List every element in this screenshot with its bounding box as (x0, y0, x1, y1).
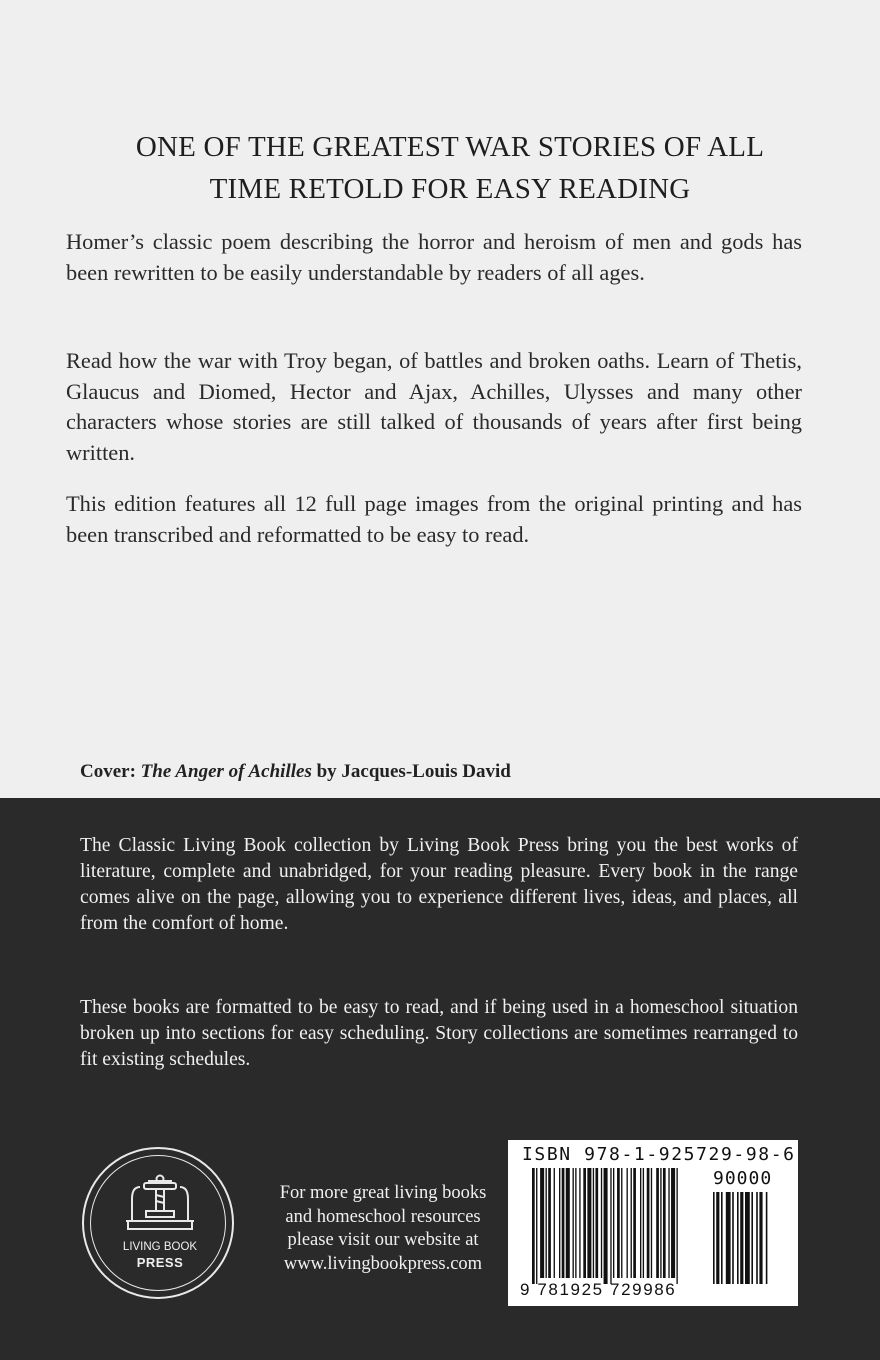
barcode-bar (575, 1168, 576, 1278)
barcode-bar (651, 1168, 652, 1278)
barcode-bar (759, 1192, 762, 1284)
book-press-icon (118, 1173, 202, 1237)
barcode-bar (562, 1168, 565, 1278)
barcode-bar (540, 1168, 544, 1278)
blurb-paragraph-3: This edition features all 12 full page images from the original printing and has been transcribed and reformatted to be easy to read. (66, 491, 802, 547)
price-addon: 90000 (713, 1168, 773, 1189)
barcode-bar (604, 1168, 608, 1284)
barcode-bar (633, 1168, 636, 1278)
barcode-bar (631, 1168, 632, 1278)
barcode-bar (601, 1168, 602, 1278)
website-url[interactable]: www.livingbookpress.com (283, 1253, 483, 1274)
isbn-barcode (508, 1140, 798, 1306)
barcode-bar (756, 1192, 758, 1284)
barcode-bar (726, 1192, 731, 1284)
website-note-line-3: please visit our website at (287, 1230, 479, 1250)
barcode-bar (566, 1168, 570, 1278)
cover-credit-prefix: Cover: (80, 761, 141, 782)
barcode-bar (559, 1168, 560, 1278)
barcode-bar (579, 1168, 580, 1278)
collection-paragraph-1: The Classic Living Book collection by Living Book Press bring you the best works of literature, complete and unabridged, for your reading pleasure. Every book in the range comes alive on the page, allowing you to experience different lives, ideas, and places, all from the comfort of home. (80, 835, 798, 934)
barcode-bar (613, 1168, 614, 1278)
barcode-bar (573, 1168, 574, 1278)
barcode-bar (663, 1168, 666, 1278)
barcode-bar (546, 1168, 547, 1278)
barcode-bar (617, 1168, 620, 1278)
barcode-bar (676, 1168, 677, 1284)
barcode-bar (647, 1168, 650, 1278)
cover-credit (80, 761, 511, 783)
barcode-bar (732, 1192, 734, 1284)
barcode-bar (621, 1168, 622, 1278)
barcode-bar (610, 1168, 611, 1284)
logo-text-living-book: LIVING BOOK (122, 1241, 198, 1253)
cover-credit-suffix: by Jacques-Louis David (311, 761, 511, 782)
blurb-paragraph-2: Read how the war with Troy began, of battles and broken oaths. Learn of Thetis, Glaucus and Diomed, Hector and Ajax, Achilles, Ulysses and many other characters whose stories are still talked of thousands of years after first being written. (66, 348, 802, 465)
barcode-bar (751, 1192, 753, 1284)
barcode-bar (660, 1168, 661, 1278)
ean-digits: 9 781925 729986 (520, 1280, 677, 1299)
barcode-bar (643, 1168, 644, 1278)
website-note (252, 1182, 514, 1276)
barcode-bar (536, 1168, 537, 1284)
barcode-bar (668, 1168, 669, 1278)
collection-paragraph-2: These books are formatted to be easy to read, and if being used in a homeschool situation broken up into sections for easy scheduling. Story collections are sometimes rearranged to fit existing schedules. (80, 997, 798, 1070)
barcode-bar (766, 1192, 768, 1284)
barcode-bar (532, 1168, 535, 1284)
barcode-bar (595, 1168, 598, 1278)
barcode-bar (745, 1192, 750, 1284)
isbn-label: ISBN 978-1-925729-98-6 (522, 1144, 796, 1165)
barcode-bar (593, 1168, 594, 1278)
barcode-bar (554, 1168, 555, 1278)
barcode-bar (740, 1192, 743, 1284)
barcode-bar (721, 1192, 723, 1284)
blurb-paragraph-1: Homer’s classic poem describing the horror and heroism of men and gods has been rewritten to be easily understandable by readers of all ages. (66, 229, 802, 285)
barcode-bar (627, 1168, 628, 1278)
barcode-bar (587, 1168, 591, 1278)
barcode-bar (583, 1168, 586, 1278)
logo-text-press: PRESS (136, 1255, 184, 1270)
website-note-line-1: For more great living books (279, 1183, 487, 1203)
headline-line-2: TIME RETOLD FOR EASY READING (209, 173, 691, 205)
barcode-bar (548, 1168, 551, 1278)
barcode-bar (716, 1192, 719, 1284)
barcode-bar (640, 1168, 641, 1278)
barcode-bar (656, 1168, 659, 1278)
headline (60, 126, 840, 210)
headline-line-1: ONE OF THE GREATEST WAR STORIES OF ALL (135, 131, 765, 163)
website-note-line-2: and homeschool resources (285, 1206, 481, 1227)
barcode-bar (737, 1192, 739, 1284)
publisher-logo (82, 1147, 234, 1299)
barcode-bar (671, 1168, 675, 1278)
barcode-bar (713, 1192, 715, 1284)
cover-credit-title: The Anger of Achilles (140, 761, 312, 782)
